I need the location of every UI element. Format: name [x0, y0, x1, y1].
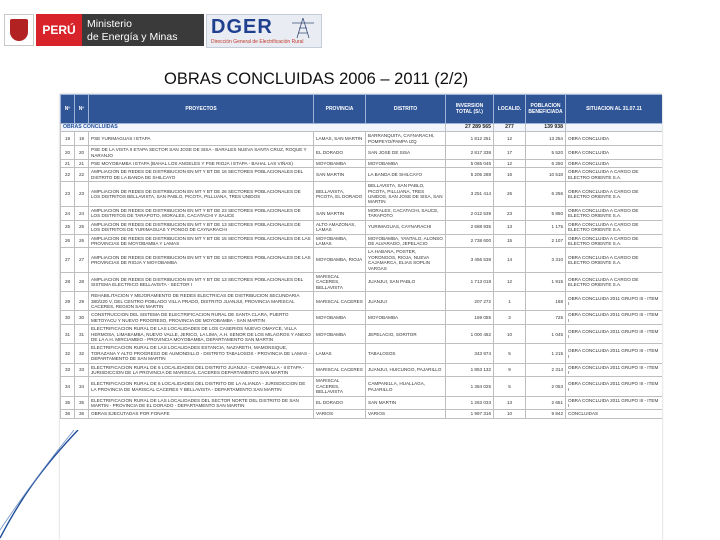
population-cell: 168 — [526, 292, 566, 311]
project-name-cell: AMPLIACION DE REDES DE DISTRIBUCION EN MT Y BT DE 16 SECTORES POBLACIONALES DEL DISTRITO DE LA BANDA DE SHILCAYO — [89, 168, 314, 182]
table-row — [61, 344, 663, 363]
row-number-cell: 28 — [75, 272, 89, 291]
project-name-cell: AMPLIACION DE REDES DE DISTRIBUCION EN MT Y BT DE 13 SECTORES POBLACIONALES DE LAS PROVINCIAS DE RIOJA Y MOYOBAMBA — [89, 248, 314, 273]
population-cell: 1 915 — [526, 272, 566, 291]
table-row — [61, 220, 663, 234]
row-number-cell: 32 — [61, 344, 75, 363]
population-cell: 725 — [526, 311, 566, 325]
investment-cell: 1 853 132 — [446, 363, 494, 377]
section-poblacion: 139 938 — [526, 124, 566, 132]
district-cell: BARRANQUITA, CAYNARACHI, POMPEYO/PAMPA IZQ — [366, 132, 446, 146]
status-cell: OBRA CONCLUIDA A CARGO DE ELECTRO ORIENTE S.A. — [566, 272, 663, 291]
localities-cell: 12 — [494, 132, 526, 146]
localities-cell: 12 — [494, 160, 526, 168]
district-cell: MORALES, CACATACHI, SAUCE, TARAPOTO — [366, 206, 446, 220]
localities-cell: 13 — [494, 220, 526, 234]
table-row — [61, 272, 663, 291]
project-name-cell: AMPLIACION DE REDES DE DISTRIBUCION EN MT Y BT DE 13 SECTORES POBLACIONALES DE LOS DISTRITOS DE YURIMAGUAS Y PONGO DE CAYNARACHI — [89, 220, 314, 234]
row-number-cell: 27 — [61, 248, 75, 273]
row-number-cell: 30 — [75, 311, 89, 325]
status-cell: OBRA CONCLUIDA A CARGO DE ELECTRO ORIENTE S.A. — [566, 206, 663, 220]
row-number-cell: 20 — [61, 146, 75, 160]
population-cell: 5 520 — [526, 146, 566, 160]
row-number-cell: 35 — [61, 396, 75, 410]
district-cell: SAN JOSE DE SISA — [366, 146, 446, 160]
row-number-cell: 23 — [61, 182, 75, 207]
province-cell: MOYOBAMBA — [314, 311, 366, 325]
localities-cell: 14 — [494, 248, 526, 273]
row-number-cell: 24 — [61, 206, 75, 220]
province-cell: EL DORADO — [314, 146, 366, 160]
status-cell: OBRA CONCLUIDA — [566, 146, 663, 160]
status-cell: OBRA CONCLUIDA A CARGO DE ELECTRO ORIENTE S.A. — [566, 234, 663, 248]
ministry-line-1: Ministerio — [87, 18, 132, 30]
district-cell: JUANJUI, SAN PABLO — [366, 272, 446, 291]
table-row — [61, 234, 663, 248]
status-cell: OBRA CONCLUIDA 2011 GRUPO III - ITEM I — [566, 344, 663, 363]
row-number-cell: 27 — [75, 248, 89, 273]
ministry-name — [82, 14, 204, 46]
row-number-cell: 34 — [61, 377, 75, 396]
row-number-cell: 19 — [75, 132, 89, 146]
table-row — [61, 206, 663, 220]
localities-cell: 9 — [494, 363, 526, 377]
province-cell: EL DORADO — [314, 396, 366, 410]
investment-cell: 207 272 — [446, 292, 494, 311]
table-row — [61, 396, 663, 410]
power-tower-icon — [288, 17, 318, 39]
column-header: DISTRITO — [366, 95, 446, 124]
row-number-cell: 24 — [75, 206, 89, 220]
district-cell: LA HABANA, POSTER, YORONGOS, RIOJA, NUEVA CAJAMARCA, ELIAS SOPLIN VARGAS — [366, 248, 446, 273]
investment-cell: 2 688 935 — [446, 220, 494, 234]
status-cell: OBRA CONCLUIDA 2011 GRUPO III - ITEM I — [566, 377, 663, 396]
district-cell: JUANJUI — [366, 292, 446, 311]
project-name-cell: AMPLIACION DE REDES DE DISTRIBUCION EN MT Y BT DE 13 SECTORES POBLACIONALES DEL SISTEMA ELECTRICO BELLAVISTA - SECTOR I — [89, 272, 314, 291]
population-cell: 3 310 — [526, 248, 566, 273]
row-number-cell: 33 — [61, 363, 75, 377]
column-header: Nº — [75, 95, 89, 124]
investment-cell: 1 812 251 — [446, 132, 494, 146]
status-cell: CONCLUIDAS — [566, 410, 663, 418]
project-name-cell: REHABILITACION Y MEJORAMIENTO DE REDES ELECTRICAS DE DISTRIBUCION SECUNDARIA 380/220 V, DEL CENTRO POBLADO VILLA PRADO, DISTRITO JUANJUI, PROVINCIA MARISCAL CACERES, REGION SAN MARTIN — [89, 292, 314, 311]
population-cell: 2 314 — [526, 363, 566, 377]
province-cell: MOYOBAMBA, LAMAS — [314, 234, 366, 248]
population-cell: 2 651 — [526, 396, 566, 410]
population-cell: 6 256 — [526, 182, 566, 207]
population-cell: 6 250 — [526, 160, 566, 168]
status-cell: OBRA CONCLUIDA A CARGO DE ELECTRO ORIENTE S.A. — [566, 168, 663, 182]
district-cell: MOYOBAMBA — [366, 311, 446, 325]
investment-cell: 343 974 — [446, 344, 494, 363]
population-cell: 10 518 — [526, 168, 566, 182]
population-cell: 1 045 — [526, 325, 566, 344]
status-cell: OBRA CONCLUIDA 2011 GRUPO III - ITEM I — [566, 311, 663, 325]
project-name-cell: ELECTRIFICACION RURAL DE LAS LOCALIDADES DEL SECTOR NORTE DEL DISTRITO DE SAN MARTIN - PROVINCIA DE EL DORADO - DEPARTAMENTO SAN MARTIN — [89, 396, 314, 410]
localities-cell: 15 — [494, 234, 526, 248]
district-cell: JEPELACIO, SORITOR — [366, 325, 446, 344]
ministry-logo — [2, 12, 204, 48]
section-localid: 277 — [494, 124, 526, 132]
row-number-cell: 31 — [75, 325, 89, 344]
province-cell: BELLAVISTA, PICOTA, EL DORADO — [314, 182, 366, 207]
column-header: PROVINCIA — [314, 95, 366, 124]
status-cell: OBRA CONCLUIDA 2011 GRUPO III - ITEM I — [566, 325, 663, 344]
column-header: SITUACION AL 31.07.11 — [566, 95, 663, 124]
row-number-cell: 25 — [61, 220, 75, 234]
localities-cell: 5 — [494, 377, 526, 396]
table-row — [61, 182, 663, 207]
section-inversion: 27 289 565 — [446, 124, 494, 132]
district-cell: MOYOBAMBA — [366, 160, 446, 168]
investment-cell: 2 738 600 — [446, 234, 494, 248]
province-cell: SAN MARTIN — [314, 206, 366, 220]
row-number-cell: 32 — [75, 344, 89, 363]
district-cell: BELLAVISTA, SAN PABLO, PICOTA, PILLUANA, TRES UNIDOS, SAN JOSE DE SISA, SAN MARTIN — [366, 182, 446, 207]
column-header: LOCALID. — [494, 95, 526, 124]
province-cell: MARISCAL CACERES — [314, 292, 366, 311]
section-label: OBRAS CONCLUIDAS — [61, 124, 446, 132]
row-number-cell: 23 — [75, 182, 89, 207]
project-name-cell: PSE YURIMAGUAS I ETAPA — [89, 132, 314, 146]
status-cell: OBRA CONCLUIDA A CARGO DE ELECTRO ORIENTE S.A. — [566, 248, 663, 273]
coat-of-arms-icon — [4, 14, 34, 46]
table-row — [61, 146, 663, 160]
status-cell: OBRA CONCLUIDA — [566, 160, 663, 168]
projects-table — [60, 94, 662, 419]
district-cell: CAMPANILLA, HUALLAGA, PAJARILLO — [366, 377, 446, 396]
row-number-cell: 36 — [61, 410, 75, 418]
investment-cell: 2 817 338 — [446, 146, 494, 160]
row-number-cell: 21 — [61, 160, 75, 168]
localities-cell: 16 — [494, 168, 526, 182]
province-cell: MOYOBAMBA — [314, 325, 366, 344]
district-cell: YURIMAGUAS, CAYNARACHI — [366, 220, 446, 234]
localities-cell: 13 — [494, 396, 526, 410]
project-name-cell: ELECTRIFICACION RURAL DE 6 LOCALIDADES DEL DISTRITO DE LA ALIANZA - JURISDICCION DE LA PROVINCIA DE MARISCAL CACERES Y BELLAVISTA - DEPARTAMENTO SAN MARTIN — [89, 377, 314, 396]
localities-cell: 17 — [494, 146, 526, 160]
province-cell: SAN MARTIN — [314, 168, 366, 182]
province-cell: MOYOBAMBA — [314, 160, 366, 168]
row-number-cell: 30 — [61, 311, 75, 325]
projects-table-sheet — [60, 94, 662, 540]
row-number-cell: 20 — [75, 146, 89, 160]
project-name-cell: AMPLIACION DE REDES DE DISTRIBUCION EN MT Y BT DE 23 SECTORES POBLACIONALES DE LOS DISTRITOS DE TARAPOTO, MORALES, CACATACHI Y SAUCE — [89, 206, 314, 220]
row-number-cell: 28 — [61, 272, 75, 291]
population-cell: 1 215 — [526, 344, 566, 363]
population-cell: 2 107 — [526, 234, 566, 248]
table-row — [61, 292, 663, 311]
table-row — [61, 363, 663, 377]
investment-cell: 1 384 025 — [446, 377, 494, 396]
row-number-cell: 25 — [75, 220, 89, 234]
investment-cell: 169 055 — [446, 311, 494, 325]
decorative-swoosh — [0, 430, 80, 540]
localities-cell: 5 — [494, 344, 526, 363]
table-row — [61, 311, 663, 325]
population-cell: 13 254 — [526, 132, 566, 146]
project-name-cell: OBRAS EJECUTADAS POR FONAFE — [89, 410, 314, 418]
project-name-cell: ELECTRIFICACION RURAL DE LAS LOCALIDADES DE LOS CASERIOS NUEVO OMAYCE, VILLA HERMOSA, LIMABAMBA, NUEVO VALLE, JERICO, LA LIMA, A.H. SENOR DE LOS MILAGROS Y ANEXO DE LA A.H. MIRCIAMBIO - PROVINCIA MOYOBAMBA, DEPARTAMENTO SAN MARTIN — [89, 325, 314, 344]
project-name-cell: AMPLIACION DE REDES DE DISTRIBUCION EN MT Y BT DE 15 SECTORES POBLACIONALES DE LAS PROVINCIAS DE MOYOBAMBA Y LAMAS — [89, 234, 314, 248]
investment-cell: 3 456 538 — [446, 248, 494, 273]
status-cell: OBRA CONCLUIDA A CARGO DE ELECTRO ORIENTE S.A. — [566, 220, 663, 234]
row-number-cell: 35 — [75, 396, 89, 410]
row-number-cell: 36 — [75, 410, 89, 418]
ministry-line-2: de Energía y Minas — [87, 31, 178, 43]
district-cell: LA BANDA DE SHILCAYO — [366, 168, 446, 182]
page-title: OBRAS CONCLUIDAS 2006 – 2011 (2/2) — [164, 70, 469, 88]
investment-cell: 5 065 045 — [446, 160, 494, 168]
investment-cell: 1 713 018 — [446, 272, 494, 291]
localities-cell: 10 — [494, 410, 526, 418]
project-name-cell: CONSTRUCCION DEL SISTEMA DE ELECTRIFICACION RURAL DE SANTA CLARA, PUERTO METOYACU Y NUEVO PROGRESO, PROVINCIA DE MOYOBAMBA - SAN MARTIN — [89, 311, 314, 325]
project-name-cell: ELECTRIFICACION RURAL DE 6 LOCALIDADES DEL DISTRITO JUANJUI - CAMPANILLA - II ETAPA - JURISDICCION DE LA PROVINCIA DE MARISCAL CACERES DEPARTAMENTO SAN MARTIN — [89, 363, 314, 377]
localities-cell: 10 — [494, 325, 526, 344]
row-number-cell: 33 — [75, 363, 89, 377]
localities-cell: 1 — [494, 292, 526, 311]
table-row — [61, 410, 663, 418]
district-cell: MOYOBAMBA, YANTALO, ALONSO DE ALVARADO, JEPELACIO — [366, 234, 446, 248]
investment-cell: 1 000 462 — [446, 325, 494, 344]
localities-cell: 26 — [494, 182, 526, 207]
province-cell: VARIOS — [314, 410, 366, 418]
investment-cell: 5 205 288 — [446, 168, 494, 182]
section-empty-cell — [566, 124, 663, 132]
dger-subtitle: Dirección General de Electrificación Rural — [211, 39, 304, 45]
project-name-cell: PSE DE LA VISTA II ETAPA SECTOR SAN JOSE DE SISA - BARALES NUEVA SANTA CRUZ, ROQUE Y NARANJO — [89, 146, 314, 160]
localities-cell: 12 — [494, 272, 526, 291]
investment-cell: 1 263 033 — [446, 396, 494, 410]
peru-label: PERÚ — [36, 14, 82, 46]
localities-cell: 3 — [494, 311, 526, 325]
investment-cell: 2 012 539 — [446, 206, 494, 220]
row-number-cell: 26 — [61, 234, 75, 248]
row-number-cell: 21 — [75, 160, 89, 168]
table-header-row — [61, 95, 663, 124]
row-number-cell: 26 — [75, 234, 89, 248]
status-cell: OBRA CONCLUIDA — [566, 132, 663, 146]
province-cell: MARISCAL CACERES — [314, 363, 366, 377]
table-row — [61, 377, 663, 396]
project-name-cell: AMPLIACION DE REDES DE DISTRIBUCION EN MT Y BT DE 26 SECTORES POBLACIONALES DE LOS DISTRITOS BELLAVISTA, SAN PABLO, PICOTA, PILLUANA, TRES UNIDOS — [89, 182, 314, 207]
row-number-cell: 29 — [61, 292, 75, 311]
district-cell: SAN MARTIN — [366, 396, 446, 410]
status-cell: OBRA CONCLUIDA A CARGO DE ELECTRO ORIENTE S.A. — [566, 182, 663, 207]
district-cell: VARIOS — [366, 410, 446, 418]
table-row — [61, 160, 663, 168]
column-header: INVERSION TOTAL (S/.) — [446, 95, 494, 124]
population-cell: 9 842 — [526, 410, 566, 418]
table-row — [61, 325, 663, 344]
province-cell: ALTO AMAZONAS, LAMAS — [314, 220, 366, 234]
dger-logo — [206, 14, 322, 48]
table-row — [61, 168, 663, 182]
population-cell: 5 850 — [526, 206, 566, 220]
status-cell: OBRA CONCLUIDA 2011 GRUPO III - ITEM I — [566, 363, 663, 377]
row-number-cell: 22 — [75, 168, 89, 182]
population-cell: 2 053 — [526, 377, 566, 396]
row-number-cell: 19 — [61, 132, 75, 146]
district-cell: TABALOSOS — [366, 344, 446, 363]
investment-cell: 3 251 414 — [446, 182, 494, 207]
province-cell: MARISCAL CACERES, BELLAVISTA — [314, 377, 366, 396]
section-row — [61, 124, 663, 132]
investment-cell: 1 997 316 — [446, 410, 494, 418]
project-name-cell: ELECTRIFICACION RURAL DE LAS LOCALIDADES ESTANCIA, NAZARETH, MAMONSIQUE, TORAZANA Y ALTO PROGRESO DE AUMONDILLO - DISTRITO TABALOSOS - PROVINCIA DE LAMAS - DEPARTAMENTO DE SAN MARTIN — [89, 344, 314, 363]
column-header: Nº — [61, 95, 75, 124]
province-cell: MARISCAL CACERES, BELLAVISTA — [314, 272, 366, 291]
district-cell: JUANJUI, HUICUNGO, PAJARILLO — [366, 363, 446, 377]
province-cell: LAMAS, SAN MARTIN — [314, 132, 366, 146]
population-cell: 1 175 — [526, 220, 566, 234]
column-header: POBLACION BENEFICIADA — [526, 95, 566, 124]
status-cell: OBRA CONCLUIDA 2011 GRUPO III - ITEM I — [566, 396, 663, 410]
dger-wordmark: DGER — [211, 16, 273, 38]
row-number-cell: 31 — [61, 325, 75, 344]
localities-cell: 23 — [494, 206, 526, 220]
status-cell: OBRA CONCLUIDA 2011 GRUPO III - ITEM I — [566, 292, 663, 311]
project-name-cell: PSE MOYOBAMBA I ETAPA (BAHAL LOS ANGELES Y PSE RIOJA I ETAPA - BAHAL LAS VIÑAS) — [89, 160, 314, 168]
row-number-cell: 34 — [75, 377, 89, 396]
table-row — [61, 132, 663, 146]
province-cell: MOYOBAMBA, RIOJA — [314, 248, 366, 273]
column-header: PROYECTOS — [89, 95, 314, 124]
province-cell: LAMAS — [314, 344, 366, 363]
row-number-cell: 29 — [75, 292, 89, 311]
table-row — [61, 248, 663, 273]
row-number-cell: 22 — [61, 168, 75, 182]
